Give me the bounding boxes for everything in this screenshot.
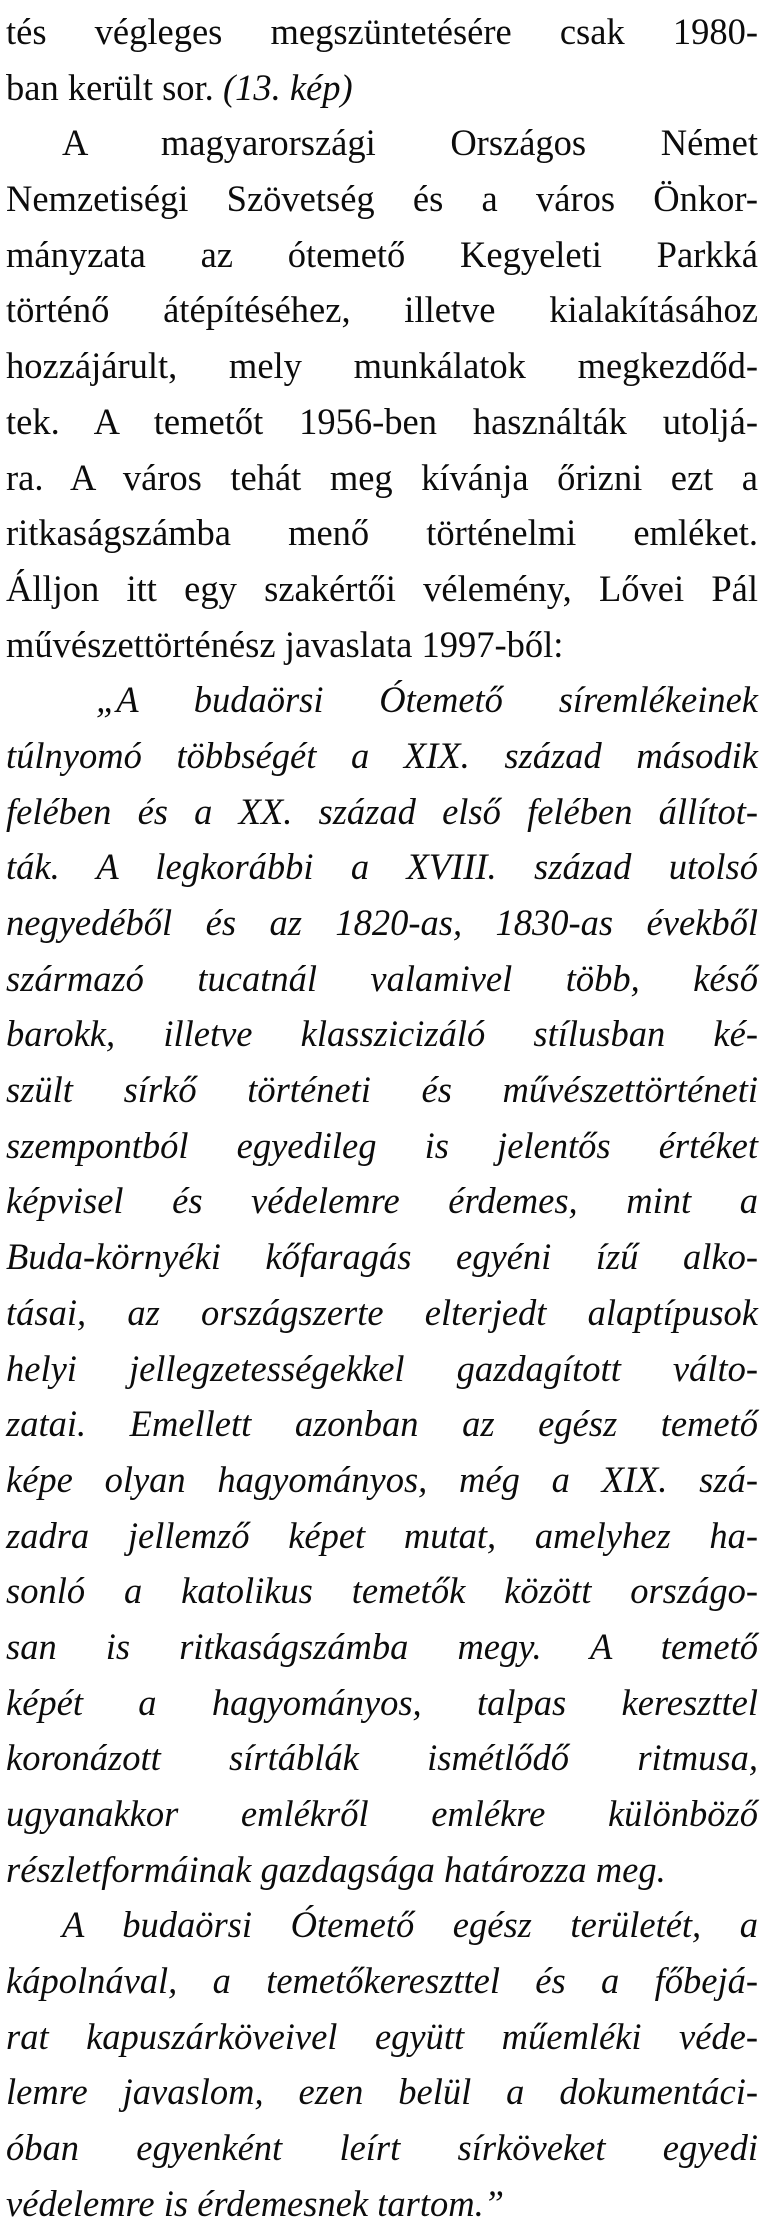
text-line: ra. A város tehát meg kívánja őrizni ezt a: [6, 456, 758, 498]
quote-line: képe olyan hagyományos, még a XIX. szá-: [6, 1458, 758, 1500]
text-line: mányzata az ótemető Kegyeleti Parkká: [6, 233, 758, 275]
quote-line: ugyanakkor emlékről emlékre különböző: [6, 1793, 758, 1834]
text-line: történő átépítéséhez, illetve kialakításához: [6, 289, 758, 331]
quote-line: tásai, az országszerte elterjedt alaptípusok: [6, 1291, 758, 1333]
quote-line: képét a hagyományos, talpas kereszttel: [6, 1681, 758, 1723]
quote-line: koronázott sírtáblák ismétlődő ritmusa,: [6, 1737, 758, 1779]
quote-line: sonló a katolikus temetők között országo-: [6, 1570, 758, 1612]
quote-line: kápolnával, a temetőkereszttel és a főbejá-: [6, 1960, 758, 2002]
figure-reference: (13. kép): [213, 66, 353, 108]
paragraph-2: [6, 115, 758, 672]
quote-line: származó tucatnál valamivel több, késő: [6, 957, 758, 999]
quote-line: helyi jellegzetességekkel gazdagított válto-: [6, 1347, 758, 1389]
quote-line: A budaörsi Ótemető egész területét, a: [62, 1904, 758, 1946]
text-line: hozzájárult, mely munkálatok megkezdőd-: [6, 345, 758, 387]
quote-line: védelemre is érdemesnek tartom.”: [6, 2182, 505, 2224]
text-line: [6, 60, 758, 116]
quotation-paragraph-2: [6, 1897, 758, 2231]
text-line: Nemzetiségi Szövetség és a város Önkor-: [6, 178, 758, 220]
quote-line: részletformáinak gazdagsága határozza meg.: [6, 1848, 666, 1890]
text-line: Álljon itt egy szakértői vélemény, Lővei Pál: [6, 567, 758, 609]
text-line: ritkaságszámba menő történelmi emléket.: [6, 512, 758, 554]
quote-line: zadra jellemző képet mutat, amelyhez ha-: [6, 1514, 758, 1556]
quote-line: Buda-környéki kőfaragás egyéni ízű alko-: [6, 1236, 758, 1278]
text-column: [6, 4, 758, 2232]
quote-line: képvisel és védelemre érdemes, mint a: [6, 1180, 758, 1222]
text-line: tés végleges megszüntetésére csak 1980-: [6, 11, 758, 52]
quote-line: rat kapuszárköveivel együtt műemléki véde-: [6, 2015, 758, 2057]
quote-line: „A budaörsi Ótemető síremlékeinek: [96, 679, 758, 721]
quote-line: negyedéből és az 1820-as, 1830-as évekből: [6, 902, 758, 943]
text-line: A magyarországi Országos Német: [62, 122, 758, 164]
text-line-content: ban került sor.: [6, 66, 214, 108]
quote-line: szempontból egyedileg is jelentős értéket: [6, 1124, 758, 1166]
quote-line: barokk, illetve klasszicizáló stílusban ké-: [6, 1013, 758, 1055]
text-line: tek. A temetőt 1956-ben használták utoljá-: [6, 400, 758, 442]
text-line: művészettörténész javaslata 1997-ből:: [6, 623, 564, 665]
quote-line: san is ritkaságszámba megy. A temető: [6, 1625, 758, 1667]
quote-line: felében és a XX. század első felében állítot-: [6, 790, 758, 832]
quote-line: lemre javaslom, ezen belül a dokumentáci-: [6, 2071, 758, 2113]
quote-line: ták. A legkorábbi a XVIII. század utolsó: [6, 846, 758, 888]
quotation-paragraph-1: [6, 672, 758, 1897]
quote-line: zatai. Emellett azonban az egész temető: [6, 1403, 758, 1445]
quote-line: óban egyenként leírt sírköveket egyedi: [6, 2127, 758, 2169]
quote-line: szült sírkő történeti és művészettörténeti: [6, 1069, 758, 1111]
paragraph-1: [6, 4, 758, 115]
quote-line: túlnyomó többségét a XIX. század második: [6, 734, 758, 776]
